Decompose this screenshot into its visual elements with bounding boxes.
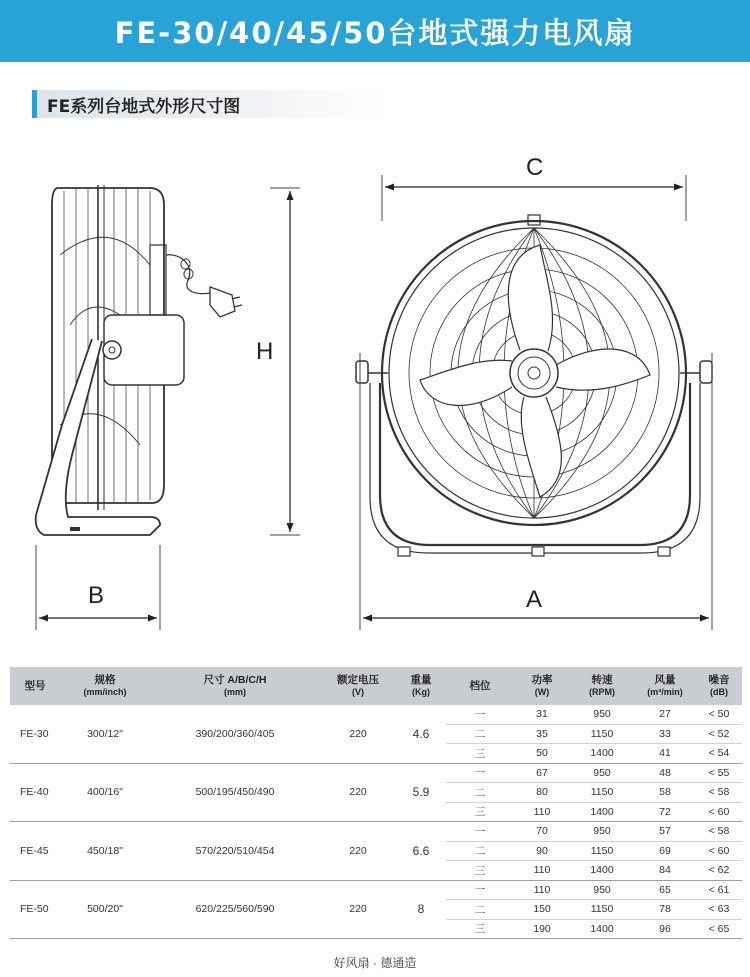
column-header-unit: (W): [534, 687, 550, 697]
column-header: [570, 667, 634, 705]
spec-table: [10, 667, 742, 939]
noise-cell: < 55: [696, 763, 742, 783]
power-cell: 50: [514, 744, 570, 764]
dimensions-cell: 620/225/560/590: [150, 880, 320, 939]
gear-cell: 二: [446, 783, 514, 803]
column-header: [514, 667, 570, 705]
gear-cell: 一: [446, 822, 514, 842]
fan-dimension-drawing: [0, 125, 750, 645]
rpm-cell: 1400: [570, 919, 634, 939]
airflow-cell: 27: [634, 705, 696, 724]
dimension-h: [256, 188, 300, 535]
weight-cell: 4.6: [396, 705, 446, 763]
model-cell: FE-40: [10, 763, 60, 822]
dimension-label-b: B: [88, 582, 105, 609]
gear-cell: 一: [446, 763, 514, 783]
spec-cell: 300/12": [60, 705, 150, 763]
dimension-label-h: H: [256, 338, 274, 365]
power-cell: 35: [514, 724, 570, 744]
front-view-fan: [356, 215, 712, 556]
airflow-cell: 96: [634, 919, 696, 939]
spec-cell: 450/18": [60, 822, 150, 881]
dimension-label-a: A: [526, 586, 543, 613]
gear-cell: 二: [446, 724, 514, 744]
weight-cell: 6.6: [396, 822, 446, 881]
section-accent-bar: [32, 90, 37, 118]
noise-cell: < 52: [696, 724, 742, 744]
rpm-cell: 950: [570, 763, 634, 783]
power-cell: 150: [514, 900, 570, 920]
gear-cell: 三: [446, 919, 514, 939]
power-cell: 90: [514, 841, 570, 861]
column-header-unit: (mm): [224, 687, 246, 697]
noise-cell: < 62: [696, 861, 742, 881]
dimensions-cell: 570/220/510/454: [150, 822, 320, 881]
rpm-cell: 950: [570, 822, 634, 842]
rpm-cell: 1400: [570, 861, 634, 881]
noise-cell: < 54: [696, 744, 742, 764]
column-header-label: 重量: [410, 674, 432, 686]
column-header-unit: (Kg): [412, 687, 430, 697]
noise-cell: < 58: [696, 822, 742, 842]
section-title: FE系列台地式外形尺寸图: [47, 96, 241, 117]
airflow-cell: 84: [634, 861, 696, 881]
gear-cell: 三: [446, 802, 514, 822]
table-row: [10, 822, 742, 842]
noise-cell: < 58: [696, 783, 742, 803]
airflow-cell: 72: [634, 802, 696, 822]
power-cell: 110: [514, 880, 570, 900]
model-cell: FE-45: [10, 822, 60, 881]
column-header-unit: (RPM): [589, 687, 615, 697]
voltage-cell: 220: [320, 880, 396, 939]
column-header-label: 尺寸 A/B/C/H: [203, 674, 267, 686]
voltage-cell: 220: [320, 822, 396, 881]
model-cell: FE-30: [10, 705, 60, 763]
column-header-label: 规格: [94, 674, 116, 686]
noise-cell: < 60: [696, 802, 742, 822]
airflow-cell: 48: [634, 763, 696, 783]
column-header: [446, 667, 514, 705]
gear-cell: 二: [446, 900, 514, 920]
column-header-unit: (V): [352, 687, 364, 697]
rpm-cell: 1400: [570, 744, 634, 764]
weight-cell: 8: [396, 880, 446, 939]
column-header-label: 型号: [24, 680, 46, 692]
weight-cell: 5.9: [396, 763, 446, 822]
gear-cell: 三: [446, 861, 514, 881]
airflow-cell: 41: [634, 744, 696, 764]
airflow-cell: 57: [634, 822, 696, 842]
voltage-cell: 220: [320, 763, 396, 822]
noise-cell: < 50: [696, 705, 742, 724]
spec-table-body: [10, 705, 742, 939]
column-header-unit: (m³/min): [647, 687, 683, 697]
gear-cell: 二: [446, 841, 514, 861]
power-cell: 31: [514, 705, 570, 724]
power-cell: 67: [514, 763, 570, 783]
airflow-cell: 78: [634, 900, 696, 920]
airflow-cell: 58: [634, 783, 696, 803]
column-header: [634, 667, 696, 705]
column-header: [150, 667, 320, 705]
dimension-c: [382, 154, 686, 221]
noise-cell: < 63: [696, 900, 742, 920]
footer-slogan: 好风扇 · 德通造: [333, 956, 417, 970]
airflow-cell: 65: [634, 880, 696, 900]
table-row: [10, 705, 742, 724]
column-header: [60, 667, 150, 705]
rpm-cell: 1150: [570, 724, 634, 744]
table-row: [10, 880, 742, 900]
gear-cell: 一: [446, 705, 514, 724]
column-header-unit: (dB): [710, 687, 728, 697]
column-header-unit: (mm/inch): [83, 687, 127, 697]
section-heading: [32, 90, 392, 118]
power-cell: 70: [514, 822, 570, 842]
page-banner: [0, 0, 750, 62]
column-header: [10, 667, 60, 705]
side-view-fan: [36, 185, 242, 535]
spec-cell: 400/16": [60, 763, 150, 822]
spec-cell: 500/20": [60, 880, 150, 939]
column-header-label: 功率: [531, 674, 553, 686]
gear-cell: 三: [446, 744, 514, 764]
column-header: [320, 667, 396, 705]
dimension-b: [36, 545, 160, 630]
column-header-label: 额定电压: [337, 674, 379, 686]
airflow-cell: 69: [634, 841, 696, 861]
power-cell: 190: [514, 919, 570, 939]
column-header-label: 噪音: [708, 674, 730, 686]
rpm-cell: 1150: [570, 900, 634, 920]
rpm-cell: 950: [570, 705, 634, 724]
power-cell: 110: [514, 861, 570, 881]
rpm-cell: 950: [570, 880, 634, 900]
gear-cell: 一: [446, 880, 514, 900]
model-cell: FE-50: [10, 880, 60, 939]
column-header: [696, 667, 742, 705]
rpm-cell: 1150: [570, 783, 634, 803]
column-header-label: 档位: [469, 680, 491, 692]
column-header-label: 转速: [591, 674, 613, 686]
noise-cell: < 65: [696, 919, 742, 939]
power-cell: 80: [514, 783, 570, 803]
column-header-label: 风量: [654, 674, 676, 686]
column-header: [396, 667, 446, 705]
voltage-cell: 220: [320, 705, 396, 763]
noise-cell: < 60: [696, 841, 742, 861]
noise-cell: < 61: [696, 880, 742, 900]
page-title: FE-30/40/45/50台地式强力电风扇: [114, 15, 636, 50]
dimension-label-c: C: [526, 154, 544, 181]
rpm-cell: 1150: [570, 841, 634, 861]
spec-table-header: [10, 667, 742, 705]
rpm-cell: 1400: [570, 802, 634, 822]
airflow-cell: 33: [634, 724, 696, 744]
power-cell: 110: [514, 802, 570, 822]
dimensions-cell: 390/200/360/405: [150, 705, 320, 763]
dimensions-cell: 500/195/450/490: [150, 763, 320, 822]
spec-table-header-row: [10, 667, 742, 705]
table-row: [10, 763, 742, 783]
